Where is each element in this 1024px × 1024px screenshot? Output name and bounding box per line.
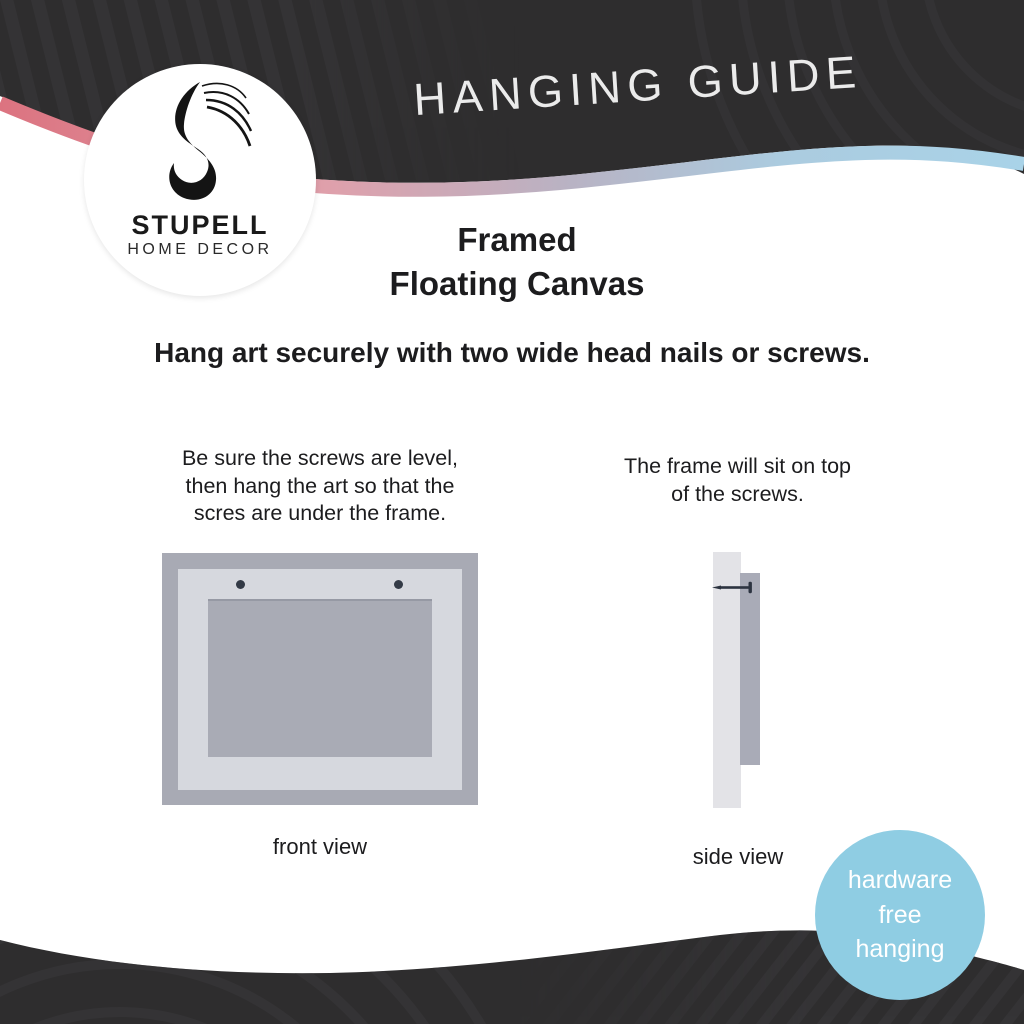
stupell-swoosh-icon	[140, 74, 270, 214]
side-caption-line2: of the screws.	[671, 481, 804, 506]
page-title: HANGING GUIDE	[412, 45, 864, 126]
frame-canvas	[208, 599, 432, 757]
screw-right-icon	[394, 580, 403, 589]
front-caption-line3: scres are under the frame.	[193, 501, 447, 525]
product-title-line1: Framed	[457, 221, 577, 258]
screw-left-icon	[236, 580, 245, 589]
side-view-label: side view	[692, 844, 784, 869]
frame-mat	[178, 569, 462, 790]
brand-name: STUPELL	[131, 210, 269, 240]
side-caption-line1: The frame will sit on top	[623, 454, 852, 478]
product-title	[272, 218, 762, 306]
front-view-caption	[110, 445, 530, 528]
front-caption-line2: then hang the art so that the	[185, 473, 455, 498]
front-view-diagram	[162, 553, 478, 805]
instruction-text: Hang art securely with two wide head nails or screws.	[154, 337, 870, 368]
badge-line2: free	[878, 900, 922, 929]
side-view-canvas-back	[740, 573, 760, 765]
nail-icon	[712, 581, 756, 594]
badge-line3: hanging	[855, 935, 945, 964]
front-view-label: front view	[272, 834, 368, 859]
hardware-free-badge	[815, 830, 985, 1000]
front-caption-line1: Be sure the screws are level,	[181, 446, 459, 470]
side-view-caption	[585, 453, 890, 508]
brand-tagline: HOME DECOR	[127, 241, 273, 258]
product-title-line2: Floating Canvas	[389, 265, 645, 302]
badge-line1: hardware	[847, 866, 953, 895]
